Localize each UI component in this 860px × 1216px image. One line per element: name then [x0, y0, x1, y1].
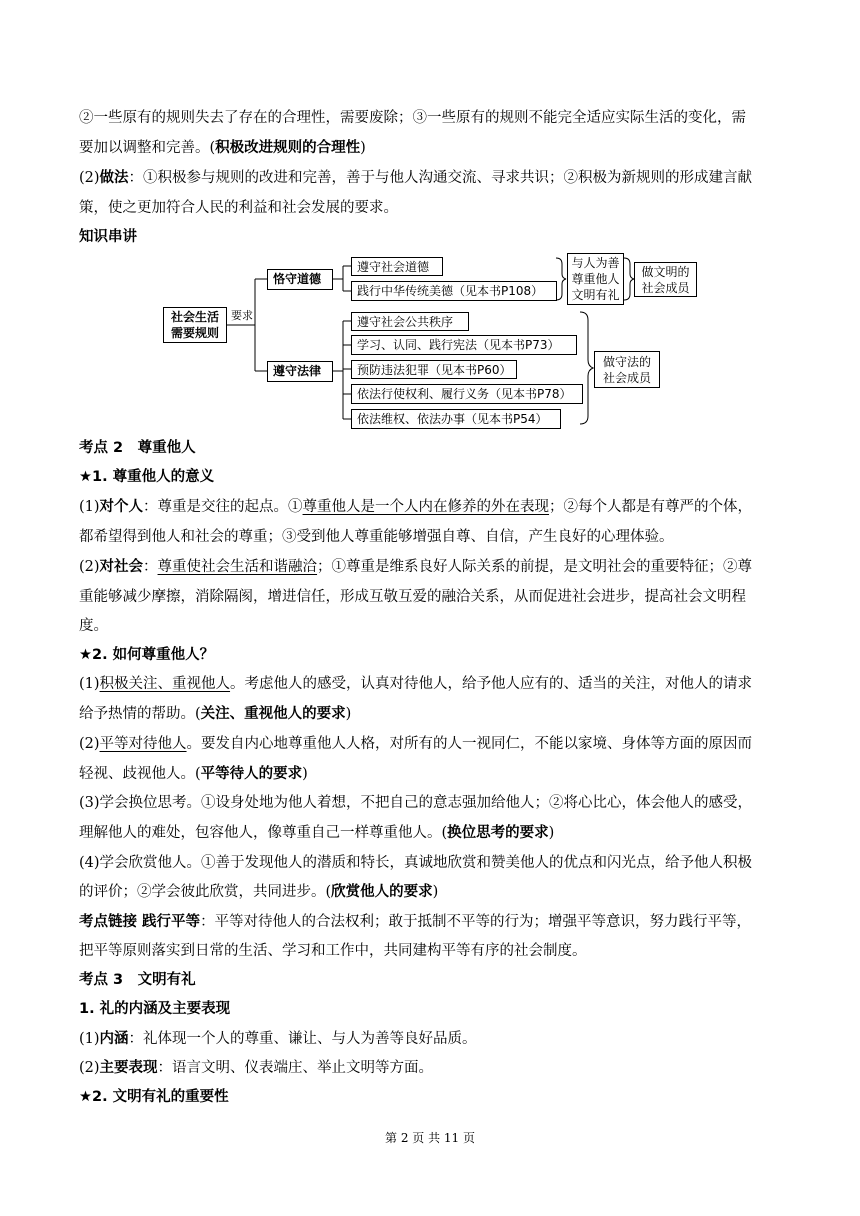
subsection-heading: ★2. 如何尊重他人？ — [79, 647, 215, 663]
section-heading: 知识串讲 — [79, 229, 137, 245]
text-line: (2)对社会：尊重使社会生活和谐融洽；①尊重是维系良好人际关系的前提，是文明社会的重要特征；②尊 — [79, 559, 753, 575]
text-line: ②一些原有的规则失去了存在的合理性，需要废除；③一些原有的规则不能完全适应实际生活的变化，需 — [79, 110, 746, 126]
section-heading: 考点 3 文明有礼 — [79, 972, 196, 988]
subsection-heading: 1. 礼的内涵及主要表现 — [79, 1001, 231, 1017]
diagram-result-virtue: 与人为善 尊重他人 文明有礼 — [567, 253, 624, 305]
diagram-item: 预防违法犯罪（见本书P60） — [351, 360, 517, 379]
diagram-root: 社会生活 需要规则 — [163, 307, 227, 343]
page-footer: 第 2 页 共 11 页 — [385, 1131, 475, 1145]
text-line: (1)内涵：礼体现一个人的尊重、谦让、与人为善等良好品质。 — [79, 1031, 477, 1047]
text-line: 重能够减少摩擦，消除隔阂，增进信任，形成互敬互爱的融洽关系，从而促进社会进步，提高社会文明程 — [79, 589, 746, 605]
text-line: 策，使之更加符合人民的利益和社会发展的要求。 — [79, 200, 398, 216]
subsection-heading: ★1. 尊重他人的意义 — [79, 469, 215, 485]
text-line: (2)平等对待他人。要发自内心地尊重他人人格，对所有的人一视同仁，不能以家境、身体等方面的原因而 — [79, 736, 753, 752]
diagram-branch-morality: 恪守道德 — [267, 269, 333, 290]
text-line: 的评价；②学会彼此欣赏，共同进步。(欣赏他人的要求) — [79, 884, 439, 900]
diagram-branch-law: 遵守法律 — [267, 361, 333, 382]
diagram-result-civilized: 做文明的 社会成员 — [634, 262, 697, 297]
text-line: 考点链接 践行平等：平等对待他人的合法权利；敢于抵制不平等的行为；增强平等意识，努力践行平等， — [79, 914, 752, 930]
text-line: (2)做法：①积极参与规则的改进和完善，善于与他人沟通交流、寻求共识；②积极为新规则的形成建言献 — [79, 170, 753, 186]
diagram-item: 践行中华传统美德（见本书P108） — [351, 281, 557, 301]
diagram-label-require: 要求 — [231, 309, 253, 322]
text-line: (2)主要表现：语言文明、仪表端庄、举止文明等方面。 — [79, 1060, 434, 1076]
diagram-item: 依法维权、依法办事（见本书P54） — [351, 409, 561, 429]
subsection-heading: ★2. 文明有礼的重要性 — [79, 1089, 229, 1105]
text-line: 要加以调整和完善。(积极改进规则的合理性) — [79, 140, 366, 156]
text-line: (3)学会换位思考。①设身处地为他人着想，不把自己的意志强加给他人；②将心比心，体会他人的感受， — [79, 795, 753, 811]
diagram-item: 依法行使权利、履行义务（见本书P78） — [351, 384, 583, 404]
diagram-item: 遵守社会道德 — [351, 257, 443, 276]
text-line: 都希望得到他人和社会的尊重；③受到他人尊重能够增强自尊、自信，产生良好的心理体验。 — [79, 529, 674, 545]
text-line: (1)积极关注、重视他人。考虑他人的感受，认真对待他人，给予他人应有的、适当的关注，对他人的请求 — [79, 676, 753, 692]
text-line: 给予热情的帮助。(关注、重视他人的要求) — [79, 706, 352, 722]
text-line: (4)学会欣赏他人。①善于发现他人的潜质和特长，真诚地欣赏和赞美他人的优点和闪光点，给予他人积极 — [79, 855, 753, 871]
text-line: 轻视、歧视他人。(平等待人的要求) — [79, 766, 308, 782]
diagram-item: 学习、认同、践行宪法（见本书P73） — [351, 335, 577, 355]
diagram-item: 遵守社会公共秩序 — [351, 312, 469, 331]
text-line: 度。 — [79, 618, 108, 634]
diagram-result-lawful: 做守法的 社会成员 — [594, 351, 660, 388]
text-line: (1)对个人：尊重是交往的起点。①尊重他人是一个人内在修养的外在表现；②每个人都是有尊严的个体， — [79, 499, 753, 515]
text-line: 理解他人的难处，包容他人，像尊重自己一样尊重他人。(换位思考的要求) — [79, 825, 555, 841]
section-heading: 考点 2 尊重他人 — [79, 440, 196, 456]
text-line: 把平等原则落实到日常的生活、学习和工作中，共同建构平等有序的社会制度。 — [79, 943, 587, 959]
